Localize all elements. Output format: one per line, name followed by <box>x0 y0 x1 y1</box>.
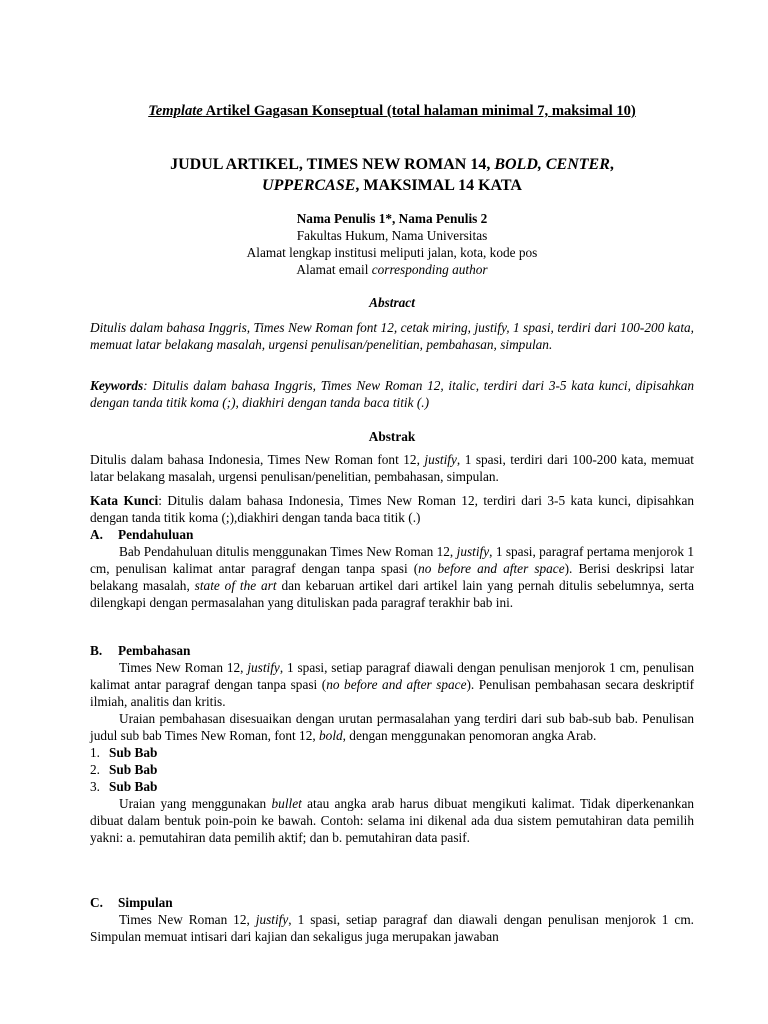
italic-run: justify <box>424 452 457 467</box>
section-title: Pendahuluan <box>118 527 194 542</box>
article-title-line-1 <box>90 156 694 173</box>
text-run: , 1 spasi, setiap paragraf diawali dengan penulisan menjorok 1 cm, penulisan kalimat antar paragraf dengan tanpa spasi ( <box>90 660 694 692</box>
italic-run: state of the art <box>194 578 277 593</box>
author-email-italic: corresponding author <box>371 262 488 277</box>
italic-run: no before and after space <box>326 677 467 692</box>
section-pembahasan <box>90 642 694 846</box>
abstract-text: Ditulis dalam bahasa Inggris, Times New Roman font 12, cetak miring, justify, 1 spasi, terdiri dari 100-200 kata, memuat latar belakang masalah, urgensi penulisan/penelitian, pembahasan, simpulan. <box>90 320 694 352</box>
section-heading <box>90 526 694 543</box>
pembahasan-paragraph-1 <box>90 659 694 710</box>
sub-bab-list <box>90 744 694 795</box>
text-run: , <box>609 156 614 173</box>
author-email-prefix: Alamat email <box>296 262 372 277</box>
keywords-text: : Ditulis dalam bahasa Inggris, Times New Roman 12, italic, terdiri dari 3-5 kata kunci, dipisahkan dengan tanda titik koma (;), diakhiri dengan tanda baca titik (.) <box>90 378 694 410</box>
keywords-line <box>90 377 694 411</box>
abstrak-text <box>90 451 694 485</box>
keywords-label: Keywords <box>90 378 144 393</box>
italic-run: no before and after space <box>418 561 565 576</box>
text-run: ). Penulisan pembahasan secara deskriptif ilmiah, analitis dan kritis. <box>90 677 694 709</box>
text-run: , 1 spasi, setiap paragraf dan diawali dengan penulisan menjorok 1 cm. Simpulan memuat intisari dari kajian dan sekaligus juga merupakan jawaban <box>90 912 694 944</box>
text-run: Ditulis dalam bahasa Indonesia, Times New Roman font 12, <box>90 452 425 467</box>
italic-run: bullet <box>271 796 302 811</box>
list-item <box>90 761 694 778</box>
italic-run: bold <box>319 728 343 743</box>
sub-bab-label: Sub Bab <box>109 762 158 777</box>
italic-run: justify <box>247 660 280 675</box>
pembahasan-paragraph-3 <box>90 795 694 846</box>
text-run: ). Berisi deskripsi latar belakang masalah, <box>90 561 695 593</box>
italic-run: justify <box>456 544 490 559</box>
author-faculty: Fakultas Hukum, Nama Universitas <box>296 228 488 243</box>
template-heading <box>90 103 694 120</box>
list-number: 2. <box>90 762 100 777</box>
section-simpulan <box>90 894 694 945</box>
italic-run: BOLD, CENTER <box>494 156 610 173</box>
kata-kunci-line <box>90 492 694 526</box>
template-heading-rest: Artikel Gagasan Konseptual (total halaman minimal 7, maksimal 10) <box>202 103 636 119</box>
section-letter: B. <box>90 643 103 658</box>
author-block <box>90 210 694 278</box>
list-number: 1. <box>90 745 100 760</box>
text-run: , 1 spasi, paragraf pertama menjorok 1 cm, penulisan kalimat antar paragraf dengan tanpa spasi ( <box>90 544 694 576</box>
section-letter: A. <box>90 527 103 542</box>
text-run: Uraian yang menggunakan <box>119 796 272 811</box>
text-run: Times New Roman 12, <box>119 660 248 675</box>
text-run: , 1 spasi, terdiri dari 100-200 kata, memuat latar belakang masalah, urgensi penulisan/penelitian, pembahasan, simpulan. <box>90 452 695 484</box>
list-number: 3. <box>90 779 100 794</box>
author-email <box>90 261 694 278</box>
simpulan-paragraph <box>90 911 694 945</box>
sub-bab-label: Sub Bab <box>109 745 158 760</box>
pembahasan-paragraph-2 <box>90 710 694 744</box>
pendahuluan-paragraph <box>90 543 694 611</box>
abstrak-heading: Abstrak <box>368 429 416 444</box>
text-run: , dengan menggunakan penomoran angka Arab. <box>342 728 597 743</box>
text-run: Times New Roman 12, <box>119 912 256 927</box>
author-address: Alamat lengkap institusi meliputi jalan, kota, kode pos <box>246 245 538 260</box>
section-heading <box>90 642 694 659</box>
article-title-line-2 <box>90 177 694 194</box>
template-word: Template <box>148 103 203 119</box>
text-run: atau angka arab harus dibuat mengikuti kalimat. Tidak diperkenankan dibuat dalam bentuk poin-poin ke bawah. Contoh: selama ini dikenal ada dua sistem pemutahiran data pemilih yakni: a. pemutahiran data pemilih aktif; dan b. pemutahiran data pasif. <box>90 796 694 845</box>
kata-kunci-text: : Ditulis dalam bahasa Indonesia, Times New Roman 12, terdiri dari 3-5 kata kunci, dipisahkan dengan tanda titik koma (;),diakhiri dengan tanda baca titik (.) <box>90 493 695 525</box>
text-run: , MAKSIMAL 14 KATA <box>355 177 522 194</box>
text-run: JUDUL ARTIKEL, TIMES NEW ROMAN 14, <box>170 156 495 173</box>
section-pendahuluan <box>90 526 694 611</box>
kata-kunci-label: Kata Kunci <box>90 493 159 508</box>
author-names: Nama Penulis 1*, Nama Penulis 2 <box>296 211 488 226</box>
text-run: dan kebaruan artikel dari artikel lain yang pernah ditulis sebelumnya, serta dilengkapi dengan permasalahan yang dituliskan pada paragraf terakhir bab ini. <box>90 578 694 610</box>
italic-run: justify <box>255 912 289 927</box>
section-letter: C. <box>90 895 103 910</box>
text-run: Bab Pendahuluan ditulis menggunakan Times New Roman 12, <box>119 544 457 559</box>
section-title: Pembahasan <box>118 643 191 658</box>
italic-run: UPPERCASE <box>262 177 356 194</box>
list-item <box>90 744 694 761</box>
section-heading <box>90 894 694 911</box>
sub-bab-label: Sub Bab <box>109 779 158 794</box>
list-item <box>90 778 694 795</box>
section-title: Simpulan <box>118 895 173 910</box>
text-run: Uraian pembahasan disesuaikan dengan urutan permasalahan yang terdiri dari sub bab-sub bab. Penulisan judul sub bab Times New Roman, font 12, <box>90 711 694 743</box>
abstract-heading: Abstract <box>369 295 415 310</box>
